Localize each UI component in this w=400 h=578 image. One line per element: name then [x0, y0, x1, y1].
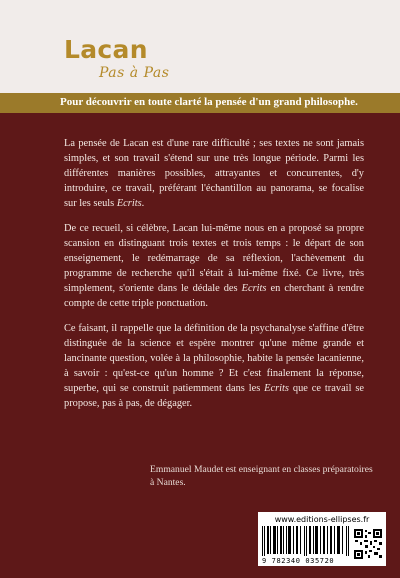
paragraph-3: Ce faisant, il rappelle que la définition de la psychanalyse s'affine d'être distinguée de la science et espère montrer qu'une même grande et lancinante question, volée à la philosophie, habite la pensée lacanienne, à savoir : qu'est-ce qu'un homme ? Et c'est finalement la réponse, superbe, qui se construit patiemment dans les Ecrits que ce travail se propose, pas à pas, de dégager.: [64, 323, 365, 409]
publisher-url: www.editions-ellipses.fr: [274, 515, 370, 524]
author-note: Emmanuel Maudet est enseignant en classes préparatoires à Nantes.: [150, 464, 373, 488]
qr-code: [354, 529, 382, 559]
paragraph-1: La pensée de Lacan est d'une rare difficulté ; ses textes ne sont jamais simples, et son travail s'étend sur une très longue période. Parmi les différentes manières possibles, attrayantes et concurrentes, d'y introduire, ce travail, préférant l'échantillon au panorama, se focalise sur les seuls Ecrits.: [64, 138, 364, 209]
back-cover-text: [64, 136, 364, 421]
paragraph-2: De ce recueil, si célèbre, Lacan lui-même nous en a proposé sa propre scansion en distinguant trois textes et trois temps : le départ de son enseignement, le redémarrage de sa réflexion, l'achèvement du programme de recherche qu'il s'était à lui-même fixé. Ce livre, très simplement, s'oriente dans le dédale des Ecrits en cherchant à rendre compte de cette triple ponctuation.: [64, 223, 364, 309]
series-subtitle: Pas à Pas: [99, 65, 170, 81]
barcode: [262, 526, 350, 556]
tagline: Pour découvrir en toute clarté la pensée d'un grand philosophe.: [60, 96, 358, 108]
isbn-digits: 9 782340 035720: [262, 557, 335, 565]
cover-header: [0, 0, 400, 93]
series-title: Lacan: [64, 35, 148, 64]
barcode-box: [258, 512, 386, 566]
